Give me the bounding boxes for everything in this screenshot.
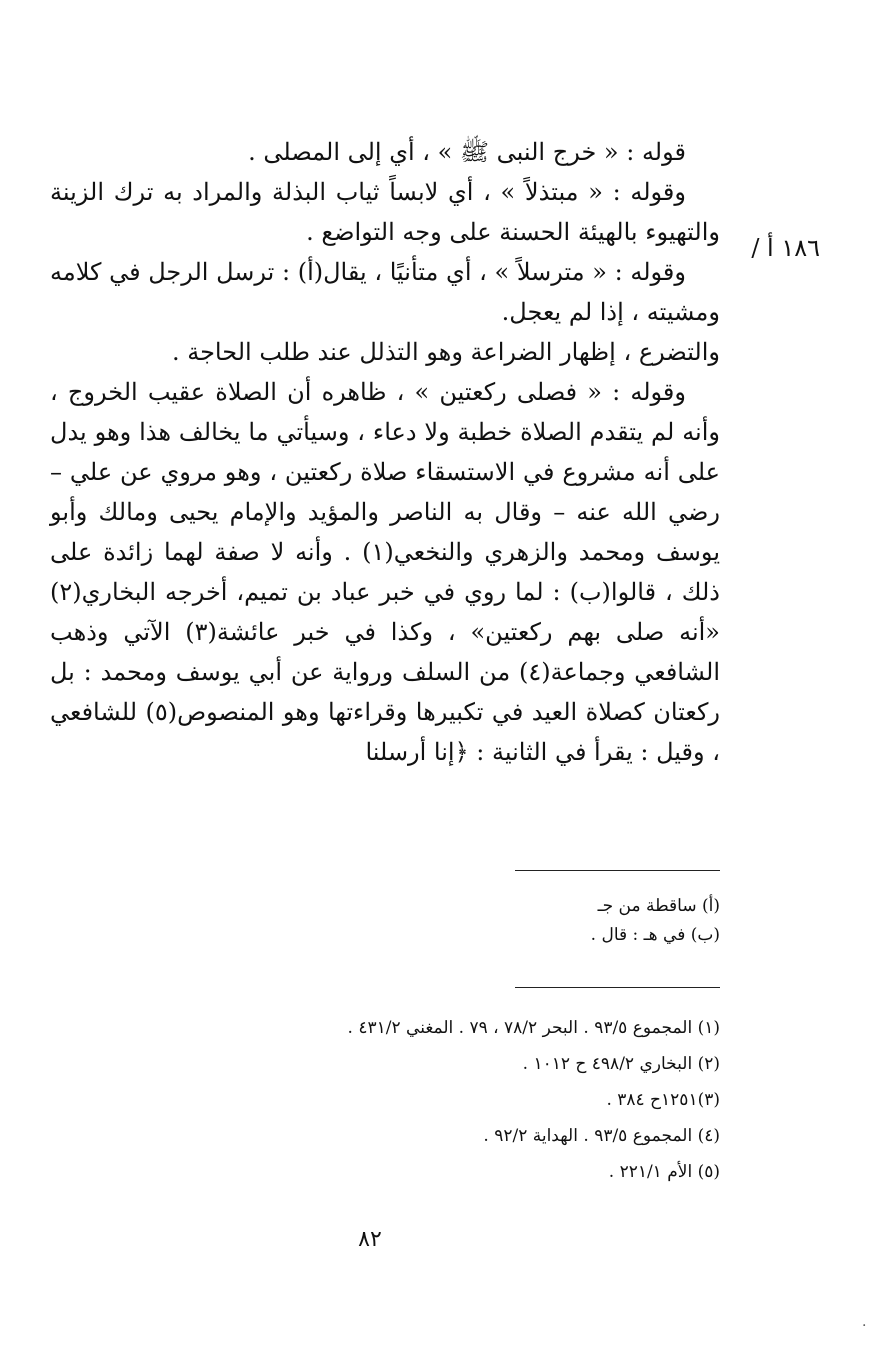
variant-note: (ب) في هـ : قال .: [590, 925, 720, 945]
paragraph: وقوله : « مبتذلاً » ، أي لابساً ثياب البذلة والمراد به ترك الزينة والتهيوء بالهيئة الحسنة على وجه التواضع .: [50, 178, 720, 246]
main-text: [50, 132, 720, 772]
reference-note: (٥) الأم ٢٢١/١ .: [608, 1162, 720, 1182]
variant-footnotes: [300, 892, 720, 950]
paragraph: وقوله : « فصلى ركعتين » ، ظاهره أن الصلاة عقيب الخروج ، وأنه لم يتقدم الصلاة خطبة ولا دعاء ، وسيأتي ما يخالف هذا وهو يدل على أنه مشروع في الاستسقاء صلاة ركعتين ، وهو مروي عن علي – رضي الله عنه – وقال به الناصر والمؤيد والإمام يحيى ومالك وأبو يوسف ومحمد والزهري والنخعي(١) . وأنه لا صفة لهما زائدة على ذلك ، قالوا(ب) : لما روي في خبر عباد بن تميم، أخرجه البخاري(٢) «أنه صلى بهم ركعتين» ، وكذا في خبر عائشة(٣) الآتي وذهب الشافعي وجماعة(٤) من السلف ورواية عن أبي يوسف ومحمد : بل ركعتان كصلاة العيد في تكبيرها وقراءتها وهو المنصوص(٥) للشافعي ، وقيل : يقرأ في الثانية : ﴿إنا أرسلنا: [50, 378, 720, 766]
variant-note: (أ) ساقطة من جـ: [597, 896, 720, 916]
paragraph: قوله : « خرج النبى ﷺ » ، أي إلى المصلى .: [248, 138, 686, 166]
scan-mark: ·: [862, 1318, 867, 1334]
reference-note: (٤) المجموع ٩٣/٥ . الهداية ٩٢/٢ .: [483, 1126, 720, 1146]
reference-footnotes: [300, 1010, 720, 1190]
paragraph: وقوله : « مترسلاً » ، أي متأنيًا ، يقال(أ) : ترسل الرجل في كلامه ومشيته ، إذا لم يعجل.: [50, 258, 720, 326]
reference-note: (١) المجموع ٩٣/٥ . البحر ٧٨/٢ ، ٧٩ . المغني ٤٣١/٢ .: [347, 1018, 720, 1038]
reference-note: (٢) البخاري ٤٩٨/٢ ح ١٠١٢ .: [522, 1054, 720, 1074]
page-number: ٨٢: [358, 1227, 382, 1252]
folio-margin-note: ١٨٦ أ /: [751, 234, 820, 262]
footnote-divider-references: [515, 987, 720, 988]
reference-note: (٣)١٢٥١ح ٣٨٤ .: [606, 1090, 720, 1110]
footnote-divider-variants: [515, 870, 720, 871]
paragraph: والتضرع ، إظهار الضراعة وهو التذلل عند طلب الحاجة .: [171, 338, 720, 366]
